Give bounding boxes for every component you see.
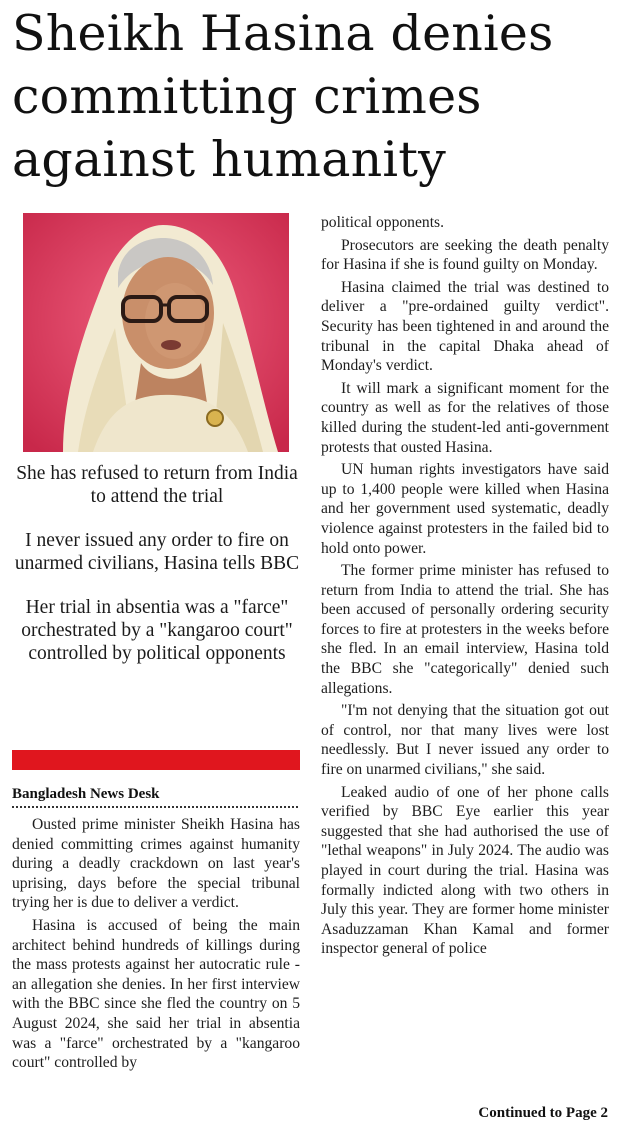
article-column-left	[12, 815, 300, 1076]
article-column-right	[321, 213, 609, 962]
pull-quote: Her trial in absentia was a "farce" orchestrated by a "kangaroo court" controlled by political opponents	[21, 597, 293, 664]
article-paragraph: Ousted prime minister Sheikh Hasina has denied committing crimes against humanity during a deadly crackdown on last year's uprising, days before the special tribunal trying her is due to deliver a verdict.	[12, 816, 300, 912]
article-paragraph: Hasina claimed the trial was destined to deliver a "pre-ordained guilty verdict". Security has been tightened in and around the tribunal in the capital Dhaka ahead of Monday's verdict.	[321, 278, 609, 375]
byline: Bangladesh News Desk	[12, 786, 298, 808]
article-paragraph: UN human rights investigators have said up to 1,400 people were killed when Hasina and her government used systematic, deadly violence against protesters in the failed bid to hold onto power.	[321, 461, 609, 557]
pull-quote: She has refused to return from India to attend the trial	[16, 463, 298, 507]
article-paragraph: political opponents.	[321, 214, 444, 231]
hasina-photo	[23, 213, 289, 452]
pull-quote: I never issued any order to fire on unarmed civilians, Hasina tells BBC	[14, 530, 300, 574]
headline	[12, 2, 612, 191]
headline-line: committing crimes	[12, 68, 482, 125]
continued-jump-line[interactable]: Continued to Page 2	[478, 1105, 608, 1121]
article-paragraph: The former prime minister has refused to return from India to attend the trial. She has been accused of personally ordering security forces to fire at protesters in the weeks before she fled. In an email interview, Hasina told the BBC she "categorically" denied such allegations.	[321, 562, 609, 697]
headline-line: against humanity	[12, 131, 447, 188]
article-paragraph: "I'm not denying that the situation got out of control, nor that many lives were lost needlessly. But I never issued any order to fire on unarmed civilians," she said.	[321, 702, 609, 779]
headline-line: Sheikh Hasina denies	[12, 5, 554, 62]
article-paragraph: Hasina is accused of being the main architect behind hundreds of killings during the mass protests against her autocratic rule - an allegation she denies. In her first interview with the BBC since she fled the country on 5 August 2024, she said her trial in absentia was a "farce" orchestrated by a "kangaroo court" controlled by	[12, 916, 300, 1072]
red-divider-bar	[12, 750, 300, 770]
article-paragraph: Leaked audio of one of her phone calls verified by BBC Eye earlier this year suggested that she had authorised the use of "lethal weapons" in July 2024. The audio was played in court during the trial. Hasina was formally indicted along with two others in July this year. They are former home minister Asaduzzaman Khan Kamal and former inspector general of police	[321, 783, 609, 958]
portrait-icon	[23, 213, 289, 452]
article-paragraph: It will mark a significant moment for the country as well as for the relatives of those killed during the student-led anti-government protests that ousted Hasina.	[321, 379, 609, 456]
article-paragraph: Prosecutors are seeking the death penalty for Hasina if she is found guilty on Monday.	[321, 236, 609, 274]
pull-quotes	[12, 462, 302, 686]
